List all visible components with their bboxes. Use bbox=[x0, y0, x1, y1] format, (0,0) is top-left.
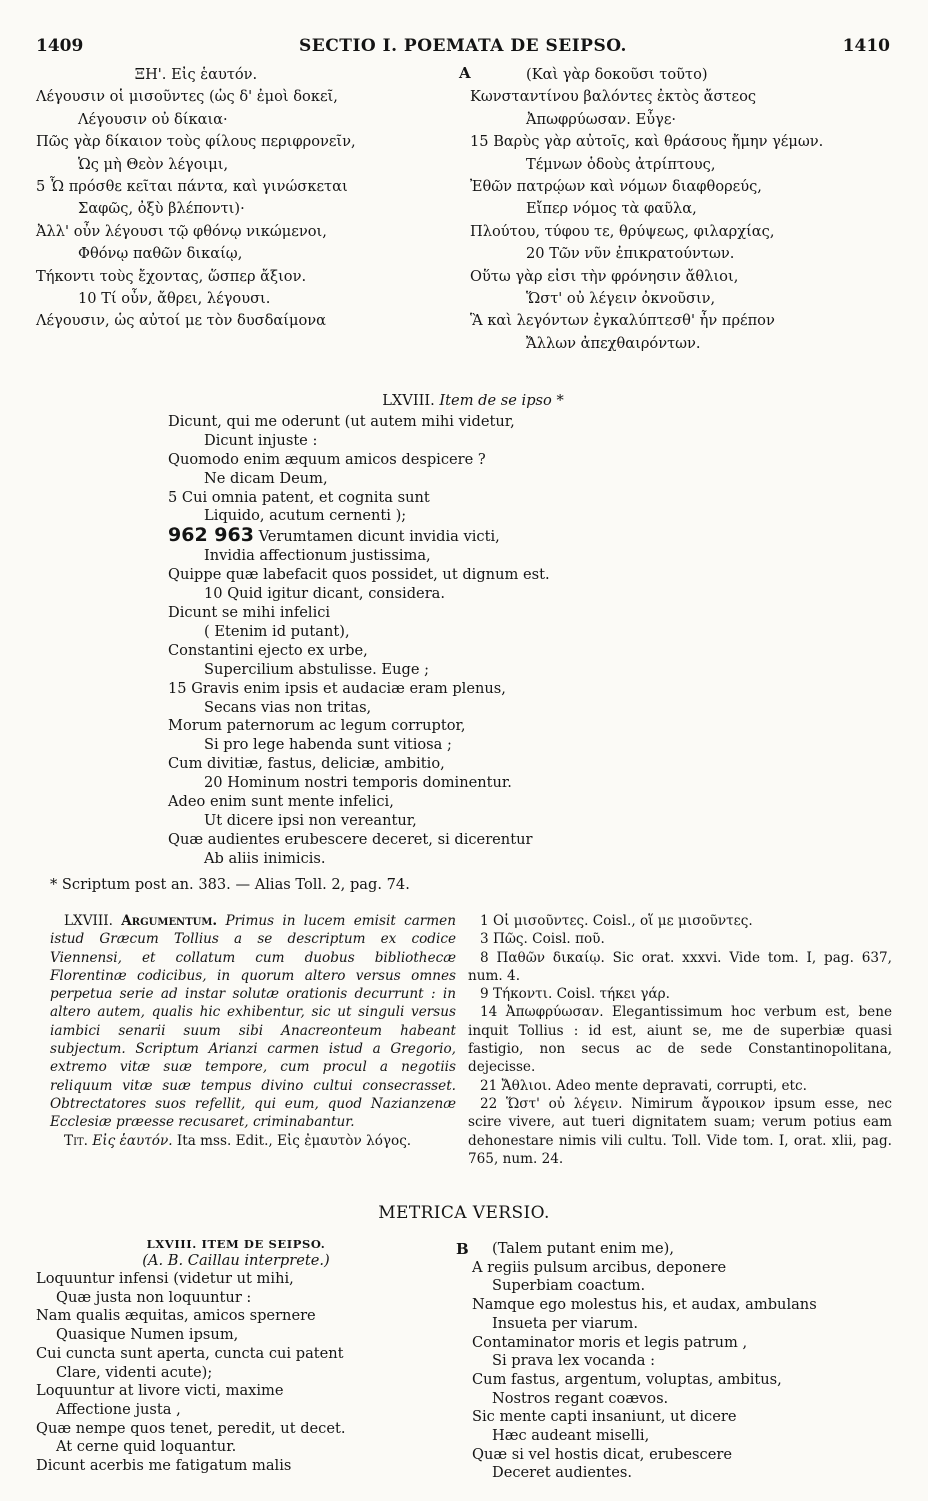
metrica-line: Loquuntur at livore victi, maxime bbox=[36, 1382, 284, 1400]
metrica-line: Dicunt acerbis me fatigatum malis bbox=[36, 1457, 292, 1475]
metrica-line: Quasique Numen ipsum, bbox=[56, 1326, 239, 1344]
greek-line: Λέγουσιν, ὡς αὐτοί με τὸν δυσδαίμονα bbox=[36, 312, 327, 330]
greek-line: Φθόνῳ παθῶν δικαίῳ, bbox=[78, 245, 243, 263]
metrica-line: Hæc audeant miselli, bbox=[492, 1427, 650, 1445]
variant-note: 9 Τήκοντι. Coisl. τήκει γάρ. bbox=[480, 986, 670, 1003]
argument-paragraph bbox=[50, 912, 456, 1132]
greek-line: Πλούτου, τύφου τε, θρύψεως, φιλαρχίας, bbox=[470, 222, 775, 240]
latin-translation bbox=[168, 392, 788, 869]
metrica-line: Sic mente capti insaniunt, ut dicere bbox=[472, 1408, 737, 1426]
metrica-line: Si prava lex vocanda : bbox=[492, 1352, 655, 1370]
running-header bbox=[36, 36, 890, 64]
page-number-right: 1410 bbox=[842, 36, 890, 56]
greek-line: Εἴπερ νόμος τὰ φαῦλα, bbox=[526, 200, 697, 218]
greek-poem-heading: ΞΗ'. Εἰς ἑαυτόν. bbox=[134, 66, 258, 83]
metrica-subtitle: (A. B. Caillau interprete.) bbox=[142, 1252, 330, 1269]
greek-line: Ἀλλ' οὖν λέγουσι τῷ φθόνῳ νικώμενοι, bbox=[36, 222, 327, 240]
title-note-greek: Εἰς ἑαυτόν. bbox=[92, 1132, 173, 1149]
greek-line: Ὡς μὴ Θεὸν λέγοιμι, bbox=[78, 155, 229, 173]
greek-line: Σαφῶς, ὀξὺ βλέποντι)· bbox=[78, 200, 245, 218]
variant-note: 1 Οἱ μισοῦντες. Coisl., οἵ με μισοῦντες. bbox=[480, 913, 753, 929]
argument-label: Argumentum. bbox=[121, 913, 218, 929]
latin-title bbox=[168, 392, 788, 411]
greek-line: 15 Βαρὺς γὰρ αὐτοῖς, καὶ θράσους ἤμην γέμων. bbox=[470, 133, 824, 151]
metrica-line: Affectione justa , bbox=[56, 1400, 181, 1418]
metrica-line: At cerne quid loquantur. bbox=[56, 1438, 237, 1456]
margin-letter-b: B bbox=[456, 1240, 469, 1258]
argument-text: Primus in lucem emisit carmen istud Græcum Tollius a se descriptum ex codice Viennensi, et collatum cum duobus bibliothecæ Florentinæ codicibus, in quorum altero versus omnes perpetua serie ad instar solutæ orationis decurrunt : in altero autem, qualis hic exhibentur, sic ut singuli versus iambici senarii suum sibi Anacreonteum habeant subjectum. Scriptum Arianzi carmen istud a Gregorio, extremo vitæ suæ tempore, cum procul a negotiis reliquum vitæ suæ tempus divino cultui consecrasset. Obtrectatores suos refellit, qui eum, quod Nazianzenæ Ecclesiæ præesse recusaret, criminabantur. bbox=[50, 913, 456, 1131]
latin-line: Secans vias non tritas, bbox=[204, 698, 372, 716]
latin-line: Constantini ejecto ex urbe, bbox=[168, 641, 368, 659]
metrica-line: Cum fastus, argentum, voluptas, ambitus, bbox=[472, 1370, 782, 1388]
greek-line: Τέμνων ὁδοὺς ἀτρίπτους, bbox=[526, 155, 716, 173]
margin-letter-a: A bbox=[459, 64, 471, 82]
greek-text-left-column bbox=[36, 64, 446, 333]
metrica-line: Quæ nempe quos tenet, peredit, ut decet. bbox=[36, 1419, 346, 1437]
metrica-line: Quæ si vel hostis dicat, erubescere bbox=[472, 1445, 732, 1463]
greek-line: 20 Τῶν νῦν ἐπικρατούντων. bbox=[526, 245, 735, 263]
greek-line: Ἐθῶν πατρῴων καὶ νόμων διαφθορεύς, bbox=[470, 178, 762, 196]
metrica-line: Quæ justa non loquuntur : bbox=[56, 1288, 252, 1306]
latin-title-text: Item de se ipso bbox=[439, 392, 552, 409]
latin-line-with-column-numbers bbox=[168, 526, 788, 547]
footnote: * Scriptum post an. 383. — Alias Toll. 2, pag. 74. bbox=[50, 876, 410, 893]
greek-line: Πῶς γὰρ δίκαιον τοὺς φίλους περιφρονεῖν, bbox=[36, 133, 356, 151]
metrica-versio-heading: METRICA VERSIO. bbox=[378, 1203, 550, 1223]
latin-line: 5 Cui omnia patent, et cognita sunt bbox=[168, 488, 430, 506]
metrica-line: Contaminator moris et legis patrum , bbox=[472, 1333, 748, 1351]
metrica-left-column bbox=[36, 1236, 436, 1476]
greek-line: Ὥστ' οὐ λέγειν ὀκνοῦσιν, bbox=[526, 290, 716, 308]
column-numbers: 962 963 bbox=[168, 524, 254, 547]
title-note-label: Tit. bbox=[64, 1132, 89, 1149]
greek-line: Ἃ καὶ λεγόντων ἐγκαλύπτεσθ' ἦν πρέπον bbox=[470, 312, 775, 330]
latin-line: Si pro lege habenda sunt vitiosa ; bbox=[204, 736, 452, 754]
latin-line: Cum divitiæ, fastus, deliciæ, ambitio, bbox=[168, 755, 445, 773]
latin-line: 15 Gravis enim ipsis et audaciæ eram plenus, bbox=[168, 679, 506, 697]
greek-line: 10 Τί οὖν, ἄθρει, λέγουσι. bbox=[78, 290, 271, 308]
greek-text-right-column bbox=[470, 64, 890, 355]
greek-line: Ἄλλων ἀπεχθαιρόντων. bbox=[526, 334, 701, 352]
latin-line: Adeo enim sunt mente infelici, bbox=[168, 793, 394, 811]
latin-line: ( Etenim id putant), bbox=[204, 622, 350, 640]
latin-line: Dicunt injuste : bbox=[204, 431, 318, 449]
title-note-text: Ita mss. Edit., Εἰς ἐμαυτὸν λόγος. bbox=[176, 1132, 412, 1149]
latin-line: Quæ audientes erubescere deceret, si dicerentur bbox=[168, 830, 533, 848]
variant-note: 8 Παθῶν δικαίῳ. Sic orat. xxxvi. Vide tom. I, pag. 637, num. 4. bbox=[468, 949, 892, 984]
latin-line: Dicunt se mihi infelici bbox=[168, 603, 331, 621]
metrica-line: Clare, videnti acute); bbox=[56, 1363, 213, 1381]
title-note bbox=[50, 1132, 456, 1150]
variant-note: 21 Ἄθλιοι. Adeo mente depravati, corrupti, etc. bbox=[480, 1077, 807, 1094]
latin-line: Morum paternorum ac legum corruptor, bbox=[168, 717, 466, 735]
latin-line: Quippe quæ labefacit quos possidet, ut dignum est. bbox=[168, 566, 550, 584]
section-title: SECTIO I. POEMATA DE SEIPSO. bbox=[299, 36, 627, 56]
metrica-line: Cui cuncta sunt aperta, cuncta cui patent bbox=[36, 1344, 344, 1362]
metrica-line: Insueta per viarum. bbox=[492, 1314, 638, 1332]
latin-line: Verumtamen dicunt invidia victi, bbox=[258, 528, 500, 546]
latin-line: Quomodo enim æquum amicos despicere ? bbox=[168, 450, 486, 468]
latin-line: Supercilium abstulisse. Euge ; bbox=[204, 660, 430, 678]
argument-label-number: LXVIII. bbox=[64, 913, 113, 929]
metrica-line: Superbiam coactum. bbox=[492, 1277, 646, 1295]
greek-line: Τήκοντι τοὺς ἔχοντας, ὥσπερ ἄξιον. bbox=[36, 267, 307, 285]
greek-line: Λέγουσιν οἱ μισοῦντες (ὡς δ' ἐμοὶ δοκεῖ, bbox=[36, 88, 338, 106]
greek-line: Οὕτω γὰρ εἰσι τὴν φρόνησιν ἄθλιοι, bbox=[470, 267, 739, 285]
metrica-line: Namque ego molestus his, et audax, ambulans bbox=[472, 1296, 817, 1314]
latin-line: Ne dicam Deum, bbox=[204, 469, 328, 487]
greek-line: 5 Ὧ πρόσθε κεῖται πάντα, καὶ γινώσκεται bbox=[36, 178, 348, 196]
argument-note bbox=[50, 912, 456, 1150]
metrica-line: (Talem putant enim me), bbox=[492, 1240, 674, 1257]
greek-line: Λέγουσιν οὐ δίκαια· bbox=[78, 110, 228, 128]
variant-note: 22 Ὥστ' οὐ λέγειν. Nimirum ἄγροικον ipsum esse, nec scire vivere, aut tueri dignitatem suam; verum potius eam dehonestare nimis vili cultu. Toll. Vide tom. I, orat. xlii, pag. 765, num. 24. bbox=[468, 1095, 892, 1167]
metrica-line: Nostros regant coævos. bbox=[492, 1389, 669, 1407]
latin-line: Ut dicere ipsi non vereantur, bbox=[204, 811, 417, 829]
greek-line: Κωνσταντίνου βαλόντες ἐκτὸς ἄστεος bbox=[470, 88, 757, 106]
variant-note: 3 Πῶς. Coisl. ποῦ. bbox=[480, 931, 605, 948]
latin-line: 10 Quid igitur dicant, considera. bbox=[204, 585, 446, 603]
variant-notes bbox=[468, 912, 892, 1168]
variant-note: 14 Ἀπωφρύωσαν. Elegantissimum hoc verbum est, bene inquit Tollius : id est, aiunt se, me de superbiæ quasi fastigio, non secus ac de sede Constantinopolitana, dejecisse. bbox=[468, 1004, 892, 1076]
latin-line: Invidia affectionum justissima, bbox=[204, 547, 431, 565]
page-number-left: 1409 bbox=[36, 36, 84, 56]
latin-title-mark: * bbox=[556, 392, 564, 409]
metrica-line: Loquuntur infensi (videtur ut mihi, bbox=[36, 1270, 294, 1287]
latin-line: Ab aliis inimicis. bbox=[204, 849, 326, 867]
metrica-line: A regiis pulsum arcibus, deponere bbox=[472, 1258, 727, 1276]
metrica-title: LXVIII. ITEM DE SEIPSO. bbox=[146, 1237, 326, 1251]
latin-title-number: LXVIII. bbox=[382, 392, 435, 409]
metrica-line: Nam qualis æquitas, amicos spernere bbox=[36, 1307, 316, 1325]
metrica-line: Deceret audientes. bbox=[492, 1464, 633, 1482]
latin-line: 20 Hominum nostri temporis dominentur. bbox=[204, 774, 512, 792]
greek-line: (Καὶ γὰρ δοκοῦσι τοῦτο) bbox=[526, 66, 708, 83]
latin-line: Liquido, acutum cernenti ); bbox=[204, 507, 407, 525]
greek-line: Ἀπωφρύωσαν. Εὖγε· bbox=[526, 110, 677, 128]
latin-line: Dicunt, qui me oderunt (ut autem mihi videtur, bbox=[168, 412, 515, 430]
metrica-right-column bbox=[472, 1240, 892, 1483]
